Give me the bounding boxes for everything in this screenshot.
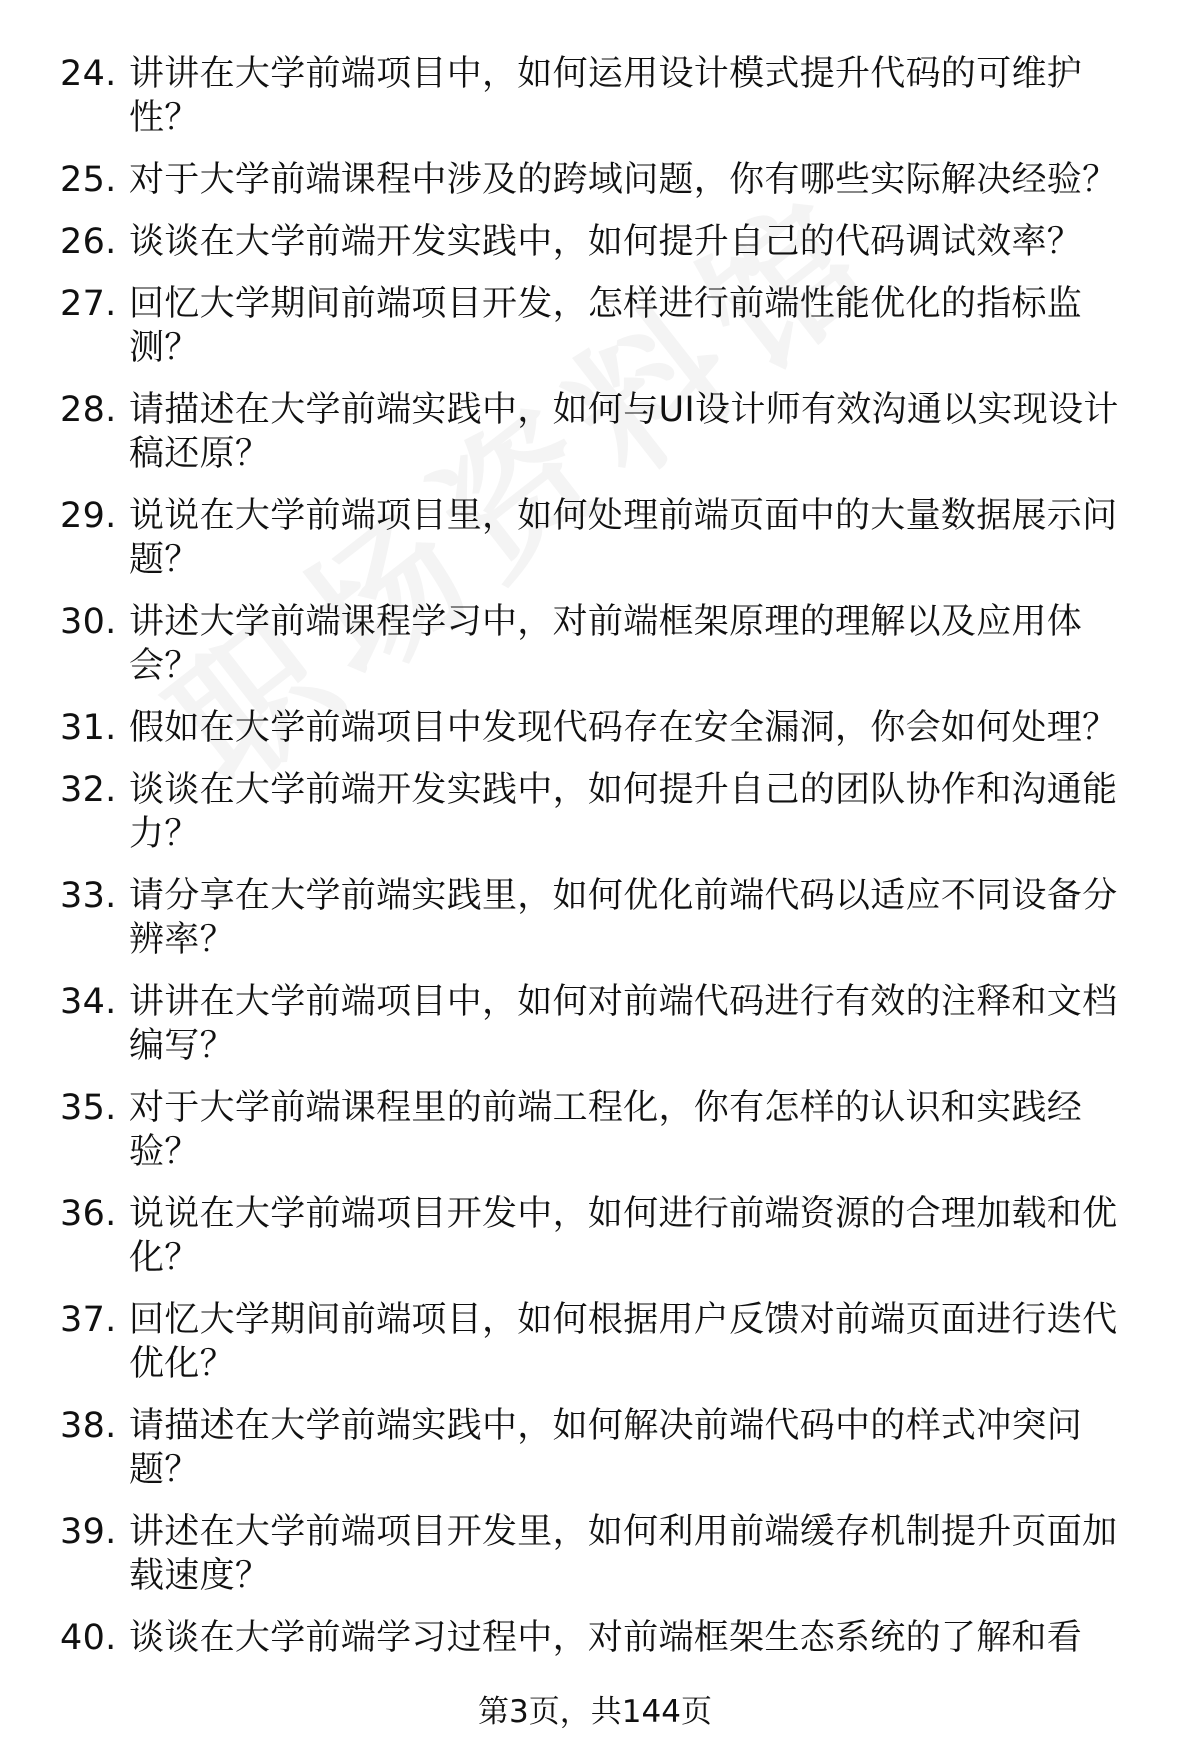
question-text: 谈谈在大学前端学习过程中，对前端框架生态系统的了解和看 [129,1618,1083,1658]
list-item [60,388,1150,476]
question-text: 回忆大学期间前端项目开发，怎样进行前端性能优化的指标监测？ [129,284,1083,368]
question-text: 假如在大学前端项目中发现代码存在安全漏洞，你会如何处理？ [129,708,1118,748]
list-item [60,1086,1150,1174]
list-item [60,1616,1150,1660]
list-item [60,220,1150,264]
question-number: 39. [60,1512,117,1552]
question-text: 讲述大学前端课程学习中，对前端框架原理的理解以及应用体会？ [129,602,1083,686]
question-number: 31. [60,708,117,748]
list-item [60,282,1150,370]
list-item [60,158,1150,202]
question-number: 27. [60,284,117,324]
list-item [60,1192,1150,1280]
list-item [60,494,1150,582]
question-text: 对于大学前端课程里的前端工程化，你有怎样的认识和实践经验？ [129,1088,1083,1172]
question-text: 说说在大学前端项目开发中，如何进行前端资源的合理加载和优化？ [129,1194,1118,1278]
list-item [60,706,1150,750]
question-number: 33. [60,876,117,916]
question-text: 讲讲在大学前端项目中，如何运用设计模式提升代码的可维护性？ [129,54,1083,138]
list-item [60,980,1150,1068]
question-number: 35. [60,1088,117,1128]
question-number: 29. [60,496,117,536]
question-text: 说说在大学前端项目里，如何处理前端页面中的大量数据展示问题？ [129,496,1118,580]
question-text: 谈谈在大学前端开发实践中，如何提升自己的代码调试效率？ [129,222,1083,262]
question-number: 25. [60,160,117,200]
list-item [60,768,1150,856]
question-list [60,52,1150,1678]
list-item [60,52,1150,140]
list-item [60,1510,1150,1598]
question-number: 34. [60,982,117,1022]
page-footer: 第3页，共144页 [478,1694,712,1730]
question-text: 请描述在大学前端实践中，如何解决前端代码中的样式冲突问题？ [129,1406,1083,1490]
question-number: 28. [60,390,117,430]
question-text: 对于大学前端课程中涉及的跨域问题，你有哪些实际解决经验？ [129,160,1118,200]
question-text: 讲讲在大学前端项目中，如何对前端代码进行有效的注释和文档编写？ [129,982,1118,1066]
question-text: 请分享在大学前端实践里，如何优化前端代码以适应不同设备分辨率？ [129,876,1118,960]
question-number: 36. [60,1194,117,1234]
question-number: 38. [60,1406,117,1446]
question-number: 26. [60,222,117,262]
list-item [60,1298,1150,1386]
question-number: 30. [60,602,117,642]
question-text: 谈谈在大学前端开发实践中，如何提升自己的团队协作和沟通能力？ [129,770,1118,854]
list-item [60,1404,1150,1492]
question-number: 40. [60,1618,117,1658]
list-item [60,874,1150,962]
question-number: 32. [60,770,117,810]
question-text: 讲述在大学前端项目开发里，如何利用前端缓存机制提升页面加载速度？ [129,1512,1118,1596]
question-number: 24. [60,54,117,94]
question-text: 请描述在大学前端实践中，如何与UI设计师有效沟通以实现设计稿还原？ [129,390,1119,474]
question-number: 37. [60,1300,117,1340]
list-item [60,600,1150,688]
question-text: 回忆大学期间前端项目，如何根据用户反馈对前端页面进行迭代优化？ [129,1300,1118,1384]
